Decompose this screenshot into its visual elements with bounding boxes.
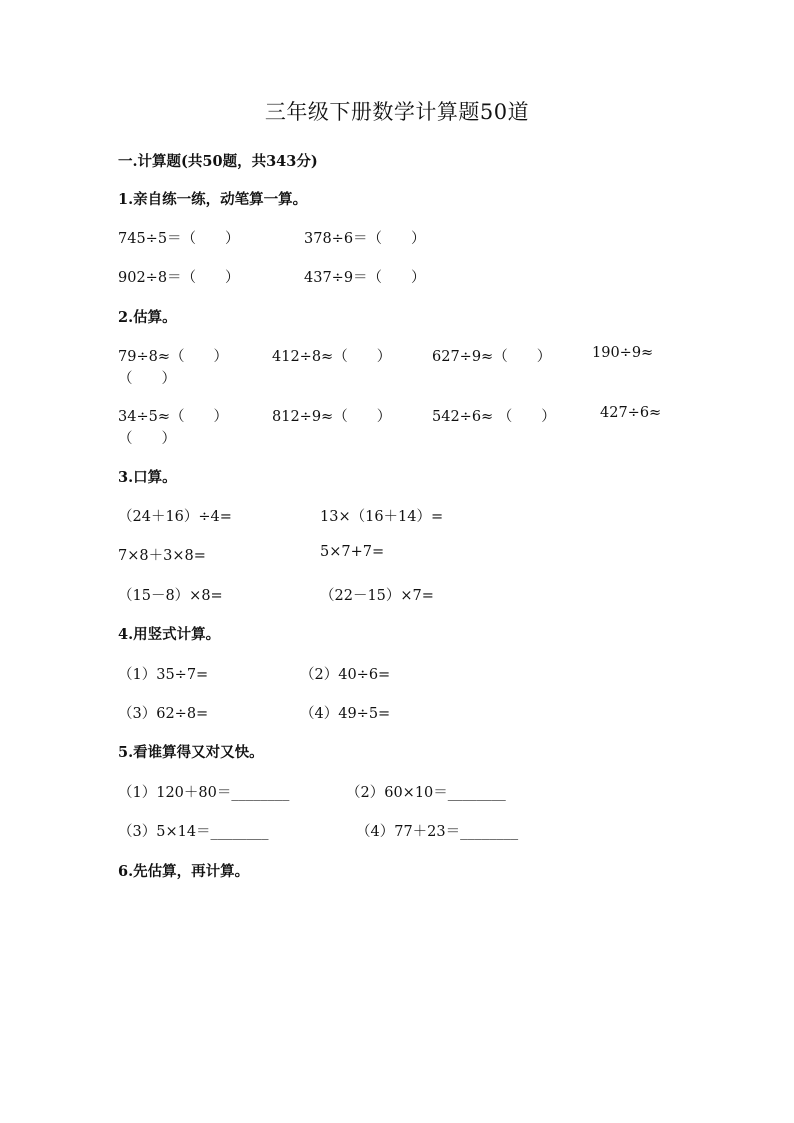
q3-heading: 3.口算。 [118,469,177,486]
q2-item-4: 190÷9≈ [592,345,654,361]
q4-item-4: （4）49÷5= [300,706,391,722]
q5-item-1: （1）120＋80＝________ [118,785,290,801]
q2-item-3: 627÷9≈（ ） [432,349,552,365]
q3-item-6: （22－15）×7= [320,588,434,604]
q1-item-1: 745÷5＝（ ） [118,231,240,247]
q2-item-8: 427÷6≈ [600,405,662,421]
q3-item-1: （24＋16）÷4= [118,509,232,525]
section-heading: 一.计算题(共50题，共343分) [118,153,318,170]
q1-item-3: 902÷8＝（ ） [118,270,240,286]
q3-item-5: （15－8）×8= [118,588,223,604]
q5-heading: 5.看谁算得又对又快。 [118,744,264,761]
q5-item-2: （2）60×10＝________ [346,785,506,801]
q5-item-4: （4）77＋23＝________ [356,824,519,840]
q3-item-2: 13×（16＋14）= [320,509,444,525]
q5-item-3: （3）5×14＝________ [118,824,269,840]
q1-item-4: 437÷9＝（ ） [304,270,426,286]
q2-item-1: 79÷8≈（ ） [118,349,228,365]
q2-item-4-wrap: （ ） [118,371,176,387]
page-title: 三年级下册数学计算题50道 [264,100,530,124]
q2-heading: 2.估算。 [118,309,177,326]
q3-item-3: 7×8＋3×8= [118,548,206,564]
q2-item-7: 542÷6≈ （ ） [432,409,556,425]
q1-item-2: 378÷6＝（ ） [304,231,426,247]
q4-item-1: （1）35÷7= [118,667,209,683]
q2-item-6: 812÷9≈（ ） [272,409,392,425]
q4-item-2: （2）40÷6= [300,667,391,683]
q2-item-8-wrap: （ ） [118,431,176,447]
q2-item-5: 34÷5≈（ ） [118,409,228,425]
q4-item-3: （3）62÷8= [118,706,209,722]
q3-item-4: 5×7+7= [320,544,385,560]
q6-heading: 6.先估算，再计算。 [118,863,250,880]
q4-heading: 4.用竖式计算。 [118,626,221,643]
q1-heading: 1.亲自练一练，动笔算一算。 [118,191,308,208]
q2-item-2: 412÷8≈（ ） [272,349,392,365]
